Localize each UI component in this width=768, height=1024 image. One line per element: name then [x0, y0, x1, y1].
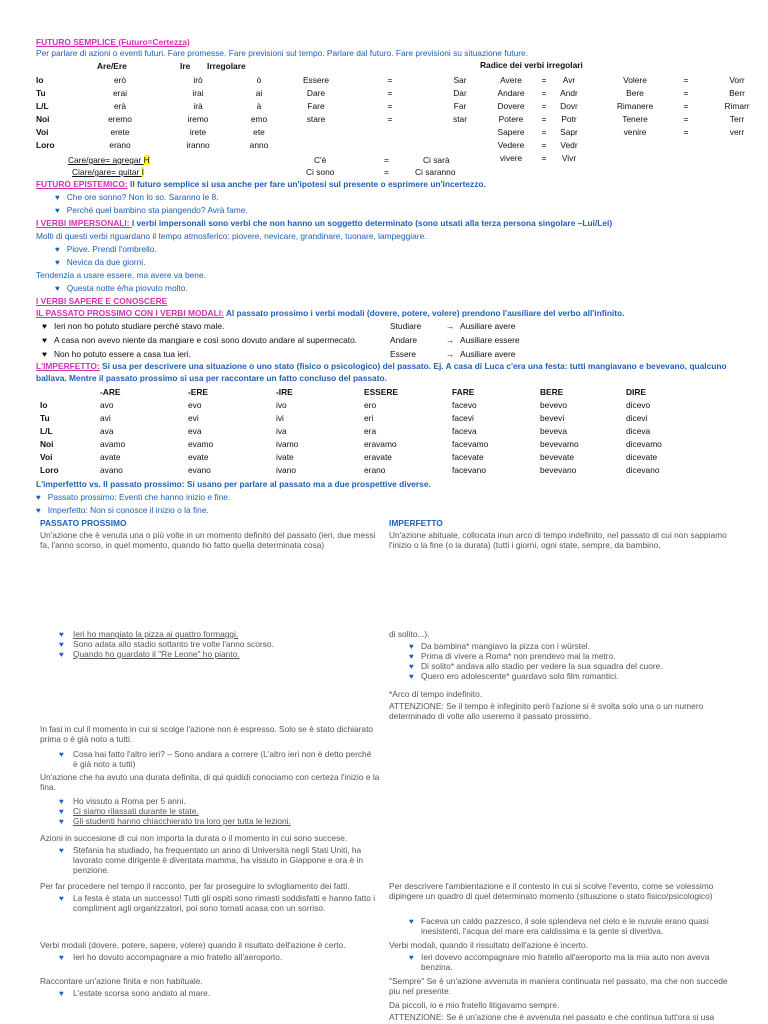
right-p5: Da piccoli, io e mio fratello litigavamo sempre. — [389, 1000, 560, 1010]
ending-cell: evo — [188, 399, 202, 410]
pronoun-cell: Noi — [40, 438, 54, 449]
right-att1: ATTENZIONE: Se il tempo è infeginito però l'azione si è svolta solo una o un numero determinado di volte allo useremo il passato prossimo. — [389, 701, 704, 721]
ending-cell: ivamo — [276, 438, 299, 449]
pronoun-cell: Io — [36, 74, 44, 85]
radice-cell: Bere — [626, 87, 644, 98]
epistemico-ex-2: ♥ Perché quel bambino sta piangendo? Avrà fame. — [55, 205, 248, 215]
cisono-future: Ci saranno — [415, 167, 456, 177]
radice-row — [296, 113, 476, 126]
left-p6: Verbi modali (dovere, potere, sapere, volere) quando il risultato dell'azione è certo. — [40, 940, 346, 950]
ending-cell: diceva — [626, 425, 651, 436]
right-cont: di solito...). — [389, 629, 430, 639]
radice-cell: = — [683, 87, 689, 98]
vs-bullet-2: ♥ Imperfetto: Non si conosce il inizio o la fine. — [36, 505, 209, 515]
ending-cell: dicevamo — [626, 438, 662, 449]
futuro-header-are: Are/Ere — [97, 61, 127, 71]
imperfetto-row — [40, 464, 706, 477]
radice-row — [296, 74, 476, 87]
arrow-right-icon: → — [445, 349, 455, 360]
ending-cell: irò — [193, 74, 203, 85]
ending-cell: irete — [189, 126, 207, 137]
imperfetto-line2: ballava. Mentre il passato prossimo si usa per raccontare un fatto concluso del passato. — [36, 373, 387, 383]
left-p3: Un'azione che ha avuto una durata definita, di qui quididi conociamo con certeza l'inizio e la fina. — [40, 772, 380, 792]
pronoun-cell: Voi — [40, 451, 53, 462]
radice-cell: Essere — [302, 74, 330, 85]
imperfetto-line: L'IMPERFETTO: Si usa per descrivere una situazione o uno stato (fisico o psicologico) del passato. Ej. A casa di Luca c'era una festa: tutti mangiavano e bevevano, qualcuno — [36, 361, 727, 371]
ending-cell: evano — [188, 464, 211, 475]
radice-cell: = — [683, 74, 689, 85]
radice-cell: Avere — [500, 74, 522, 85]
imperfetto-header-cell: -ARE — [100, 386, 121, 397]
radice-cell: stare — [306, 113, 326, 124]
ending-cell: erano — [364, 464, 386, 475]
heart-bullet-icon: ♥ — [36, 493, 41, 502]
heart-bullet-icon: ♥ — [59, 649, 64, 659]
heart-bullet-icon: ♥ — [59, 953, 64, 962]
care-gare-note: Care/gare= agregar H — [68, 155, 150, 165]
ending-cell: bevevamo — [540, 438, 579, 449]
futuro-conjugation-table — [36, 74, 284, 152]
ending-cell: bevevate — [540, 451, 574, 462]
radice-row — [488, 126, 584, 139]
radice-cell: Sapere — [497, 126, 525, 137]
radice-cell: Dovr — [560, 100, 578, 111]
radice-row — [610, 100, 762, 113]
radice-cell: Fare — [307, 100, 325, 111]
ending-cell: avate — [100, 451, 121, 462]
pronoun-cell: L/L — [36, 100, 49, 111]
sapere-title: I VERBI SAPERE E CONOSCERE — [36, 296, 168, 306]
heart-bullet-icon: ♥ — [59, 989, 64, 998]
ending-cell: avamo — [100, 438, 126, 449]
radice-cell: Sar — [453, 74, 467, 85]
radice-cell: Potr — [561, 113, 577, 124]
ending-cell: facevate — [452, 451, 484, 462]
radice-cell: Dovere — [497, 100, 525, 111]
ending-cell: iremo — [187, 113, 209, 124]
ending-cell: bevevo — [540, 399, 568, 410]
right-note: *Arco di tempo indefinito. — [389, 689, 483, 699]
heart-bullet-icon: ♥ — [42, 349, 47, 359]
futuro-row — [36, 74, 284, 87]
ciare-gare-note: Ciare/gare= quitar I — [72, 167, 144, 177]
radice-cell: Vedr — [560, 139, 578, 150]
imperfetto-row — [40, 451, 706, 464]
impersonali-line2: Molti di questi verbi riguardano il tempo atmosferico: piovere, nevicare, grandinare, tuonare, lampeggiare. — [36, 231, 427, 241]
heart-bullet-icon: ♥ — [59, 630, 64, 639]
radice-row — [488, 139, 584, 152]
radice-row — [488, 74, 584, 87]
heart-bullet-icon: ♥ — [59, 797, 64, 806]
radice-table-3 — [610, 74, 762, 139]
left-ex7: ♥ L'estate scorsa sono andato al mare. — [59, 988, 211, 998]
pronoun-cell: Tu — [36, 87, 46, 98]
ending-cell: eravate — [364, 451, 392, 462]
radice-cell: Rimanere — [616, 100, 654, 111]
radice-cell: Potere — [498, 113, 524, 124]
right-ex1-list: ♥ Da bambina* mangiavo la pizza con i würstel. ♥ Prima di vivere a Roma* non prendevo mai la metro. ♥ Di solito* andava allo stadio per vedere la sua squadra del cuore. ♥ Quero ero adolescente* guardavo solo film romantici. — [409, 641, 663, 681]
ending-cell: eri — [364, 412, 374, 423]
left-p7: Raccontare un'azione finita e non habituale. — [40, 976, 203, 986]
imperfetto-header-cell: BERE — [540, 386, 564, 397]
futuro-intro: Per parlare di azioni o eventi futuri. Fare promesse. Fare previsioni sul tempo. Parlare dal futuro. Fare previsioni su situazione future. — [36, 48, 529, 58]
radice-row — [610, 74, 762, 87]
ending-cell: ete — [253, 126, 265, 137]
pronoun-cell: Loro — [36, 139, 55, 150]
left-ex5: ♥ La festa è stata un successo! Tutti gli ospiti sono rimasti soddisfatti e hanno fatto i compliment agli organizzatori, poi sono tornati acasa con un sorriso. — [59, 893, 376, 913]
modali-ex-1: ♥ Ieri non ho potuto studiare perché stavo male. — [42, 321, 225, 331]
radice-cell: = — [683, 113, 689, 124]
ending-cell: beveva — [540, 425, 568, 436]
ending-cell: ivo — [276, 399, 287, 410]
epistemico-ex-1: ♥ Che ore sonno? Non lo so. Saranno le 8. — [55, 192, 219, 202]
futuro-header-irregolare: Irregolare — [207, 61, 246, 71]
impersonali-line3: Tendenzia a usare essere, ma avere va bene. — [36, 270, 206, 280]
pronoun-cell: Io — [40, 399, 48, 410]
radice-row — [488, 152, 584, 165]
ausiliare-cell: Studiare — [390, 321, 422, 332]
impersonali-ex-1: ♥ Piove. Prendi l'ombrello. — [55, 244, 157, 254]
right-p3: Verbi modali, quando il rissultato dell'azione è incerto. — [389, 940, 588, 950]
ending-cell: faceva — [452, 425, 477, 436]
radice-cell: vivere — [499, 152, 523, 163]
ce-label: C'è — [314, 155, 327, 165]
ending-cell: ivano — [276, 464, 297, 475]
ausiliare-row — [390, 320, 550, 334]
left-ex4: ♥ Stefania ha studiado, ha frequentato un anno di Università negli Stati Uniti, ha lavorato come dirigente è diventata mamma, ha vissuto in Giappone e ora è in penzione. — [59, 845, 364, 875]
heart-bullet-icon: ♥ — [59, 639, 64, 649]
pronoun-cell: Noi — [36, 113, 50, 124]
vs-bullet-1: ♥ Passato prossimo: Eventi che hanno inizio e fine. — [36, 492, 231, 502]
ending-cell: irà — [193, 100, 203, 111]
ending-cell: emo — [250, 113, 268, 124]
ending-cell: erai — [113, 87, 127, 98]
pronoun-cell: Voi — [36, 126, 49, 137]
radice-cell: = — [387, 100, 393, 111]
ending-cell: erete — [110, 126, 130, 137]
ausiliare-cell: Ausiliare avere — [460, 321, 516, 332]
ending-cell: erà — [113, 100, 127, 111]
ending-cell: evamo — [188, 438, 214, 449]
ending-cell: ivi — [276, 412, 284, 423]
left-intro: Un'azione che è venuta una o più volte in un momento definito del passato (ieri, due messi fa, l'anno scorso, in quel momento, quando ho fatto quella determinata cosa) — [40, 530, 376, 550]
heart-bullet-icon: ♥ — [409, 917, 414, 926]
radice-header: Radice dei verbi irregolari — [480, 60, 583, 70]
heart-bullet-icon: ♥ — [55, 284, 60, 293]
heart-bullet-icon: ♥ — [409, 661, 414, 671]
futuro-row — [36, 87, 284, 100]
modali-ex-3: ♥ Non ho potuto essere a casa tua ieri. — [42, 349, 191, 359]
imperfetto-header-cell: FARE — [452, 386, 475, 397]
ending-cell: eremo — [108, 113, 132, 124]
ausiliare-cell: Essere — [390, 349, 417, 360]
heart-bullet-icon: ♥ — [55, 206, 60, 215]
ending-cell: evi — [188, 412, 199, 423]
radice-row — [488, 87, 584, 100]
ending-cell: erò — [113, 74, 127, 85]
radice-row — [296, 100, 476, 113]
heart-bullet-icon: ♥ — [59, 806, 64, 816]
highlight-h: H — [143, 155, 150, 165]
ending-cell: era — [364, 425, 377, 436]
heart-bullet-icon: ♥ — [59, 816, 64, 826]
heart-bullet-icon: ♥ — [409, 671, 414, 681]
ending-cell: avo — [100, 399, 114, 410]
futuro-header-ire: Ire — [180, 61, 191, 71]
ending-cell: bevevano — [540, 464, 577, 475]
radice-table-1 — [296, 74, 476, 126]
radice-cell: Sapr — [560, 126, 578, 137]
futuro-row — [36, 126, 284, 139]
imperfetto-table — [40, 386, 706, 477]
radice-table-2 — [488, 74, 584, 165]
ce-future: Ci sarà — [423, 155, 450, 165]
imperfetto-row — [40, 412, 706, 425]
ending-cell: à — [256, 100, 262, 111]
vs-title: L'imperfettto vs. Il passato prossimo: Si usano per parlare al passato ma a due prospettive diverse. — [36, 479, 431, 489]
left-p5: Per far procedere nel tempo il racconto, per far proseguire lo svlogliamento dei fatti. — [40, 881, 350, 891]
radice-cell: = — [541, 87, 547, 98]
heart-bullet-icon: ♥ — [36, 506, 41, 515]
ending-cell: dicevo — [626, 399, 651, 410]
radice-cell: Berr — [729, 87, 745, 98]
radice-cell: Far — [453, 100, 467, 111]
heart-bullet-icon: ♥ — [409, 651, 414, 661]
radice-cell: = — [541, 139, 547, 150]
ending-cell: facevo — [452, 399, 477, 410]
ending-cell: ero — [364, 399, 377, 410]
heart-bullet-icon: ♥ — [55, 258, 60, 267]
ending-cell: eva — [188, 425, 202, 436]
ending-cell: ai — [255, 87, 263, 98]
left-ex2: ♥ Cosa hai fatto l'altro ieri? – Sono andara a correre (L'altro ieri non è detto perché è già noto a tutti) — [59, 749, 372, 769]
futuro-row — [36, 113, 284, 126]
radice-cell: star — [453, 113, 467, 124]
impersonali-ex-2: ♥ Nevica da due giorni. — [55, 257, 146, 267]
ending-cell: ivate — [276, 451, 294, 462]
radice-cell: = — [541, 113, 547, 124]
futuro-row — [36, 100, 284, 113]
ausiliare-row — [390, 348, 550, 362]
right-p2: Per descrivere l'ambientazione e il contesto in cui si scolve l'evento, come se volessimo dipingere un quadro di quel determinato momento (situazione o stato fisico/psicologico) — [389, 881, 714, 901]
pronoun-cell: Loro — [40, 464, 59, 475]
radice-row — [488, 100, 584, 113]
radice-row — [488, 113, 584, 126]
right-intro: Un'azione abituale, collocata inun arco di tempo indefinito, nel passato di cui non sappiamo l'inizio o la fine (o la durata) (tutti i giorni, ogni state, sempre, da bambino, — [389, 530, 727, 550]
ending-cell: dicevate — [626, 451, 658, 462]
epistemico-line: FUTURO EPISTEMICO: Il futuro semplice si usa anche per fare un'ipotesi sul presente o esprimere un'incertezzo. — [36, 179, 486, 189]
pronoun-cell: L/L — [40, 425, 53, 436]
ausiliare-row — [390, 334, 550, 348]
imperfetto-header-cell: -IRE — [276, 386, 293, 397]
heart-bullet-icon: ♥ — [409, 953, 414, 962]
radice-cell: Dare — [306, 87, 326, 98]
radice-cell: Andr — [560, 87, 578, 98]
heart-bullet-icon: ♥ — [409, 642, 414, 651]
right-ex3: ♥ Ieri dovevo accompagnare mio fratello all'aeroporto ma la mia auto non aveva benzina. — [409, 952, 710, 972]
left-ex6: ♥ Ieri ho dovuto accompagnare a mio fratello all'aeroporto. — [59, 952, 283, 962]
ending-cell: eravamo — [364, 438, 397, 449]
radice-cell: = — [683, 100, 689, 111]
radice-cell: = — [387, 113, 393, 124]
ending-cell: erano — [109, 139, 131, 150]
radice-cell: Vorr — [729, 74, 745, 85]
imperfetto-row — [40, 438, 706, 451]
imperfetto-col-title: IMPERFETTO — [389, 518, 443, 528]
radice-cell: = — [541, 152, 547, 163]
modali-line: IL PASSATO PROSSIMO CON I VERBI MODALI: Al passato prossimo i verbi modali (dovere, potere, volere) prendono l'ausiliare del verbo all'infinito. — [36, 308, 625, 318]
ausiliare-cell: Ausiliare avere — [460, 349, 516, 360]
empty-header-cell — [40, 386, 100, 399]
radice-cell: = — [541, 100, 547, 111]
radice-row — [610, 87, 762, 100]
heart-bullet-icon: ♥ — [59, 846, 64, 855]
futuro-row — [36, 139, 284, 152]
futuro-title: FUTURO SEMPLICE (Futuro=Certezza) — [36, 37, 190, 47]
ending-cell: ava — [100, 425, 114, 436]
pronoun-cell: Tu — [40, 412, 50, 423]
radice-cell: = — [683, 126, 689, 137]
ending-cell: iranno — [186, 139, 210, 150]
ending-cell: iva — [276, 425, 287, 436]
passato-prossimo-title: PASSATO PROSSIMO — [40, 518, 127, 528]
ending-cell: facevano — [452, 464, 486, 475]
ausiliare-table — [390, 320, 550, 362]
cisono-label: Ci sono — [306, 167, 335, 177]
radice-row — [296, 87, 476, 100]
ending-cell: anno — [249, 139, 269, 150]
heart-bullet-icon: ♥ — [59, 894, 64, 903]
radice-cell: venire — [623, 126, 647, 137]
radice-cell: Avr — [562, 74, 576, 85]
arrow-right-icon: → — [445, 335, 455, 346]
heart-bullet-icon: ♥ — [42, 321, 47, 331]
heart-bullet-icon: ♥ — [55, 193, 60, 202]
ending-cell: evate — [188, 451, 209, 462]
radice-row — [610, 126, 762, 139]
radice-cell: Dar — [453, 87, 467, 98]
ausiliare-cell: Andare — [390, 335, 418, 346]
right-p4: "Sempre" Se è un'azione avvenuta in maniera continuata nel passato, ma che non succede piu nel presente. — [389, 976, 728, 996]
impersonali-ex-3: ♥ Questa notte è/ha piovuto molto. — [55, 283, 188, 293]
radice-cell: Vedere — [497, 139, 525, 150]
imperfetto-header-cell: ESSERE — [364, 386, 398, 397]
ending-cell: dicevano — [626, 464, 660, 475]
ending-cell: avano — [100, 464, 123, 475]
arrow-right-icon: → — [445, 321, 455, 332]
radice-cell: Volere — [623, 74, 647, 85]
imperfetto-row — [40, 399, 706, 412]
radice-cell: = — [387, 87, 393, 98]
radice-cell: = — [387, 74, 393, 85]
radice-cell: verr — [729, 126, 745, 137]
ausiliare-cell: Ausiliare essere — [460, 335, 520, 346]
left-p4: Azioni in succesione di cui non importa la durata o il momento in cui sono succese. — [40, 833, 348, 843]
imperfetto-header-cell: DIRE — [626, 386, 647, 397]
imperfetto-header-cell: -ERE — [188, 386, 209, 397]
radice-cell: = — [541, 126, 547, 137]
highlight-i: I — [141, 167, 144, 177]
right-ex2: ♥ Faceva un caldo pazzesco, il sole splendeva nel cielo e le nuvule erano quasi inesistenti, l'acqua del mare era caldissima e la gente si divertiva. — [409, 916, 709, 936]
left-ex1-list: ♥ Ieri ho mangiato la pizza ai quattro formaggi. ♥ Sono adata allo stadio sottanto tre volte l'anno scorso. ♥ Quando ho guardato il "Re Leone" ho pianto. — [59, 629, 274, 659]
ending-cell: ò — [256, 74, 262, 85]
ending-cell: facevamo — [452, 438, 489, 449]
imperfetto-header-row — [40, 386, 706, 399]
left-p2: In fasi in cul il momento in cui si scolge l'azione non è espresso. Solo se è stato dichiarato prima o è già noto a tutti. — [40, 724, 374, 744]
ending-cell: avi — [100, 412, 111, 423]
modali-ex-2: ♥ A casa non avevo niente da mangiare e così sono dovuto andare al supermecato. — [42, 335, 358, 345]
radice-cell: Terr — [729, 113, 745, 124]
radice-cell: Tenere — [622, 113, 648, 124]
heart-bullet-icon: ♥ — [42, 335, 47, 345]
radice-cell: Rimarr — [724, 100, 750, 111]
right-att2: ATTENZIONE: Se è un'azione che è avvenuta nel passato e che continua tutt'ora si usa — [389, 1012, 715, 1022]
imperfetto-row — [40, 425, 706, 438]
radice-cell: = — [541, 74, 547, 85]
heart-bullet-icon: ♥ — [59, 750, 64, 759]
ending-cell: dicevi — [626, 412, 648, 423]
ending-cell: bevevi — [540, 412, 565, 423]
ce-equals: = — [384, 155, 389, 165]
radice-row — [610, 113, 762, 126]
impersonali-line: I VERBI IMPERSONALI: I verbi impersonali sono verbi che non hanno un soggetto determinato (sono utsati alla terza persona singolare –Lui/Lei) — [36, 218, 613, 228]
radice-cell: Andare — [497, 87, 525, 98]
cisono-equals: = — [384, 167, 389, 177]
heart-bullet-icon: ♥ — [55, 245, 60, 254]
left-ex3-list: ♥ Ho vissuto a Roma per 5 anni. ♥ Ci siamo rilassati durante le state. ♥ Gli studenti hanno chiacchierato tra loro per tutta le lezioni. — [59, 796, 291, 826]
ending-cell: irai — [192, 87, 204, 98]
radice-cell: Vivr — [561, 152, 577, 163]
ending-cell: facevi — [452, 412, 474, 423]
